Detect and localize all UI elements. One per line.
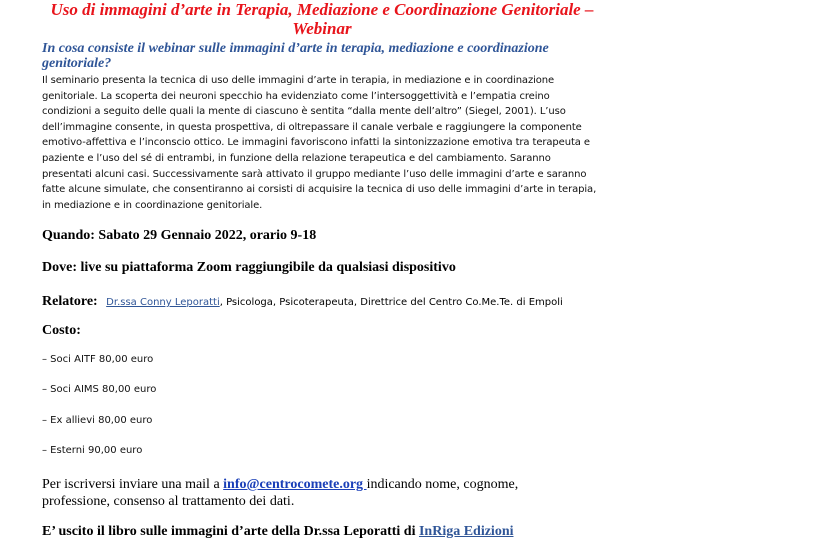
speaker-name-link[interactable]: Dr.ssa Conny Leporatti bbox=[106, 297, 220, 308]
speaker-details: , Psicologa, Psicoterapeuta, Direttrice del Centro Co.Me.Te. di Empoli bbox=[219, 297, 563, 308]
registration-paragraph bbox=[42, 476, 582, 510]
cost-label: Costo: bbox=[42, 323, 81, 338]
registration-text-before: Per iscriversi inviare una mail a bbox=[42, 477, 224, 492]
when-line: Quando: Sabato 29 Gennaio 2022, orario 9-18 bbox=[42, 228, 317, 243]
cost-item: – Ex allievi 80,00 euro bbox=[42, 415, 153, 426]
description-paragraph: Il seminario presenta la tecnica di uso delle immagini d’arte in terapia, in mediazione e in coordinazione genitoriale. La scoperta dei neuroni specchio ha evidenziato come l’intersoggettività e l’empatia creino condizioni a seguito delle quali la mente di ciascuno è sentita “dalla mente dell’altro” (Siegel, 2001). L’uso dell’immagine consente, in questa prospettiva, di oltrepassare il canale verbale e raggiungere la componente emotivo-affettiva e l’inconscio ottico. Le immagini favoriscono infatti la sintonizzazione emotiva tra terapeuta e paziente e l’uso del sé di entrambi, in funzione della relazione terapeutica e del cambiamento. Saranno presentati alcuni casi. Successivamente sarà attivato il gruppo mediante l’uso delle immagini d’arte e saranno fatte alcune simulate, che consentiranno ai corsisti di acquisire la tecnica di uso delle immagini d’arte in terapia, in mediazione e in coordinazione genitoriale. bbox=[42, 75, 597, 211]
cost-item: – Esterni 90,00 euro bbox=[42, 445, 143, 456]
speaker-label: Relatore: bbox=[42, 294, 98, 309]
where-line: Dove: live su piattaforma Zoom raggiungibile da qualsiasi dispositivo bbox=[42, 260, 456, 275]
document-page bbox=[42, 0, 602, 539]
page-title: Uso di immagini d’arte in Terapia, Mediazione e Coordinazione Genitoriale – Webinar bbox=[50, 0, 594, 38]
email-link[interactable]: info@centrocomete.org bbox=[223, 477, 367, 492]
cost-item: – Soci AIMS 80,00 euro bbox=[42, 384, 157, 395]
publisher-link[interactable]: InRiga Edizioni bbox=[418, 524, 514, 539]
section-subtitle: In cosa consiste il webinar sulle immagini d’arte in terapia, mediazione e coordinazione genitoriale? bbox=[42, 41, 549, 71]
book-announcement bbox=[42, 524, 514, 540]
registration-text-after: indicando nome, cognome, professione, consenso al trattamento dei dati. bbox=[42, 477, 519, 509]
cost-item: – Soci AITF 80,00 euro bbox=[42, 354, 154, 365]
speaker-line bbox=[42, 292, 563, 310]
book-text: E’ uscito il libro sulle immagini d’arte della Dr.ssa Leporatti di bbox=[42, 524, 419, 539]
